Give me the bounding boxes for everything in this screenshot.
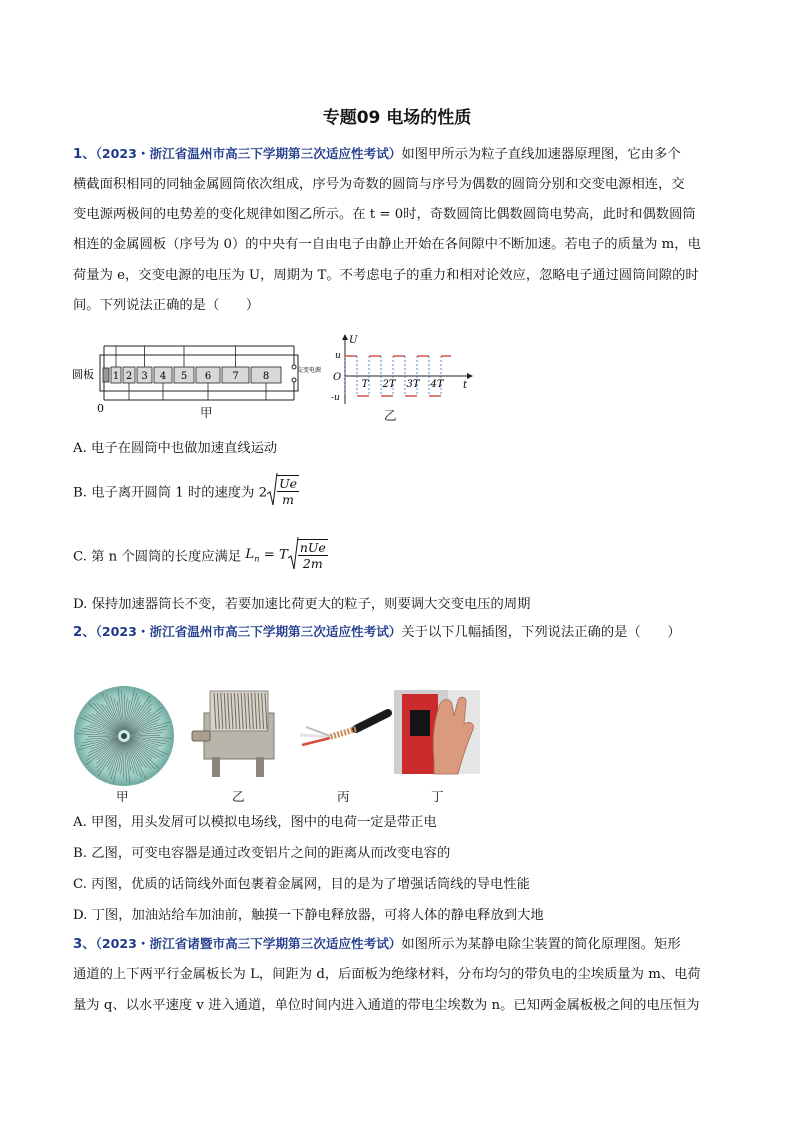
q3-number: 3、 — [73, 937, 96, 952]
plate — [103, 368, 109, 382]
q2-line-1 — [73, 623, 681, 642]
q1-number: 1、 — [73, 147, 96, 162]
photo-caption-ding: 丁 — [431, 789, 444, 804]
q1-option-b-text: B. 电子离开圆筒 1 时的速度为 2 — [73, 485, 268, 501]
plate-label: 圆板 — [72, 368, 94, 381]
variable-capacitor-photo — [190, 683, 282, 779]
tubes — [111, 346, 281, 400]
tube-label: 5 — [180, 371, 188, 382]
fig-jia-caption: 甲 — [200, 405, 213, 420]
y-axis-label: U — [349, 335, 358, 346]
q1-option-a: A. 电子在圆筒中也做加速直线运动 — [73, 441, 278, 456]
q1-line-1 — [73, 145, 681, 164]
fig-yi-caption: 乙 — [384, 408, 397, 423]
q3-source: （2023・浙江省诸暨市高三下学期第三次适应性考试） — [95, 936, 402, 951]
tube-label: 1 — [112, 371, 120, 382]
q1-option-b — [73, 472, 299, 512]
q2-option-a: A. 甲图，用头发屑可以模拟电场线，图中的电荷一定是带正电 — [73, 815, 437, 830]
u-pos-label: u — [335, 351, 341, 361]
c-numerator: nUe — [299, 540, 326, 555]
tube-label: 3 — [141, 371, 148, 382]
q2-option-b: B. 乙图，可变电容器是通过改变铝片之间的距离从而改变电容的 — [73, 846, 451, 861]
q2-option-c: C. 丙图，优质的话筒线外面包裹着金属网，目的是为了增强话筒线的导电性能 — [73, 877, 530, 892]
static-discharger-photo — [394, 690, 480, 774]
hair-field-photo — [73, 685, 175, 787]
q1-option-c-text: C. 第 n 个圆筒的长度应满足 — [73, 549, 246, 565]
c-denominator: 2m — [302, 556, 323, 571]
x-axis-label: t — [463, 380, 468, 391]
q3-stem-2: 通道的上下两平行金属板长为 L，间距为 d，后面板为绝缘材料，分布均匀的带负电的尘埃质量为 m、电荷 — [73, 967, 701, 982]
tube-label: 7 — [232, 371, 239, 382]
q1-stem-4: 相连的金属圆板（序号为 0）的中央有一自由电子由静止开始在各间隙中不断加速。若电子的质量为 m，电 — [73, 237, 701, 252]
q1-option-d: D. 保持加速器筒长不变，若要加速比荷更大的粒子，则要调大交变电压的周期 — [73, 597, 531, 612]
tick-label: T — [361, 379, 369, 390]
time-ticks — [362, 379, 445, 390]
q2-stem: 关于以下几幅插图，下列说法正确的是（ ） — [401, 625, 681, 640]
tick-label: 3T — [406, 379, 420, 390]
tick-label: 4T — [430, 379, 444, 390]
tube-label: 6 — [204, 371, 212, 382]
photo-caption-bing: 丙 — [337, 789, 350, 804]
q3-stem-1: 如图所示为某静电除尘装置的简化原理图。矩形 — [401, 937, 681, 952]
q1-option-c-fraction — [298, 539, 328, 571]
q3-line-1 — [73, 935, 681, 954]
page-title: 专题09 电场的性质 — [322, 108, 472, 128]
c-sub: n — [254, 554, 260, 564]
sqrt-symbol — [288, 536, 298, 574]
q2-source: （2023・浙江省温州市高三下学期第三次适应性考试） — [95, 624, 402, 639]
q1-stem-6: 间。下列说法正确的是（ ） — [73, 298, 260, 313]
q1-stem-1: 如图甲所示为粒子直线加速器原理图，它由多个 — [401, 147, 681, 162]
tick-label: 2T — [382, 379, 396, 390]
q1-option-b-fraction — [277, 475, 299, 507]
c-lhs: L — [245, 546, 255, 562]
q1-stem-2: 横截面积相同的同轴金属圆筒依次组成，序号为奇数的圆筒与序号为偶数的圆筒分别和交变电源相连，交 — [73, 177, 685, 192]
source-label: 交变电源 — [297, 367, 322, 374]
q1-stem-3: 变电源两极间的电势差的变化规律如图乙所示。在 t = 0时，奇数圆筒比偶数圆筒电势高，此时和偶数圆筒 — [73, 207, 696, 222]
accelerator-diagram — [70, 338, 322, 418]
tube-label: 8 — [262, 371, 270, 382]
q2-number: 2、 — [73, 625, 96, 640]
photo-caption-jia: 甲 — [116, 789, 129, 804]
q3-stem-3: 量为 q、以水平速度 v 进入通道，单位时间内进入通道的带电尘埃数为 n。已知两金属板极之间的电压恒为 — [73, 998, 700, 1013]
b-numerator: Ue — [279, 476, 298, 491]
q1-source: （2023・浙江省温州市高三下学期第三次适应性考试） — [95, 146, 402, 161]
tube-label: 2 — [125, 371, 133, 382]
q1-option-c — [73, 536, 328, 576]
photo-caption-yi: 乙 — [232, 789, 245, 804]
u-neg-label: -u — [331, 393, 340, 403]
c-eq: = T — [259, 547, 288, 563]
tube-label: 4 — [159, 371, 167, 382]
b-denominator: m — [282, 492, 294, 507]
shielded-cable-photo — [296, 705, 388, 761]
origin-label: O — [333, 372, 342, 383]
voltage-graph — [330, 332, 480, 406]
sqrt-symbol — [267, 472, 277, 510]
zero-label: 0 — [97, 402, 104, 415]
q1-stem-5: 荷量为 e，交变电源的电压为 U，周期为 T。不考虑电子的重力和相对论效应，忽略电子通过圆筒间隙的时 — [73, 268, 699, 283]
q2-option-d: D. 丁图，加油站给车加油前，触摸一下静电释放器，可将人体的静电释放到大地 — [73, 908, 544, 923]
